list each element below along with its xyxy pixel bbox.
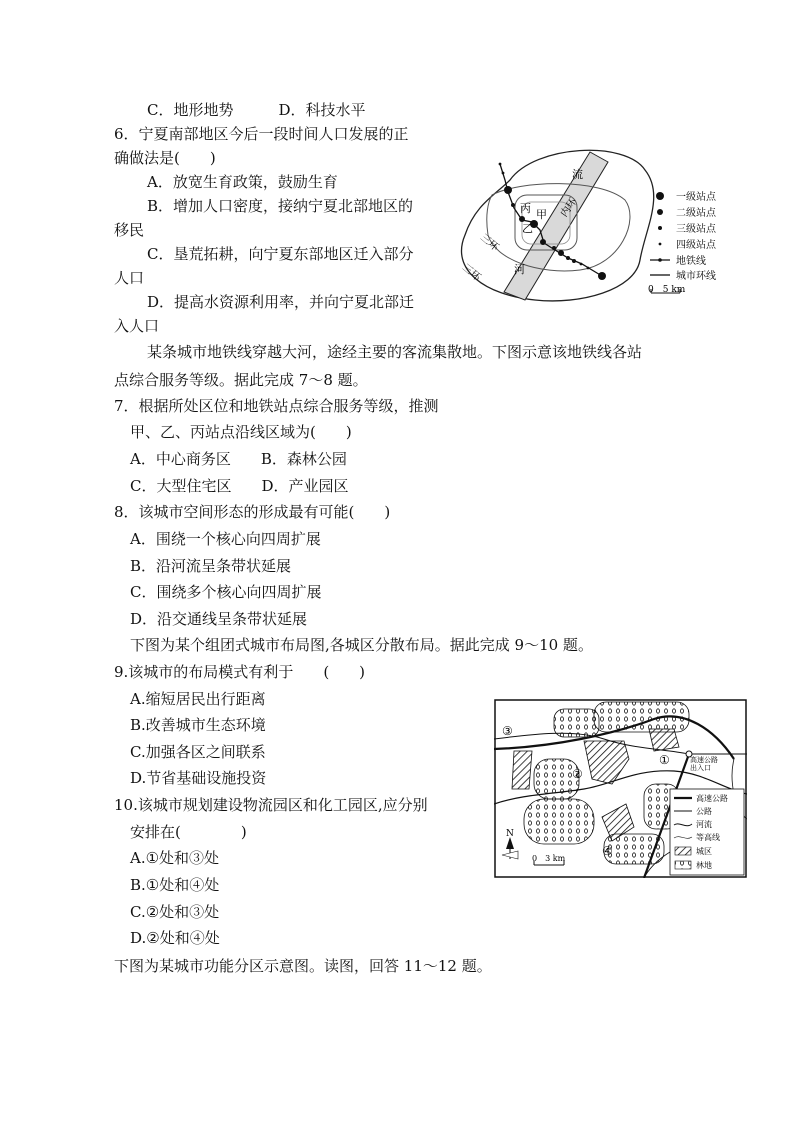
metro-station-map [440, 140, 740, 315]
question-6-option-a: A．放宽生育政策，鼓励生育 [147, 173, 338, 191]
forest-area [524, 799, 594, 844]
legend-level2-marker [657, 209, 663, 215]
question-7-options-cd: C．大型住宅区 D．产业园区 [130, 477, 349, 495]
river-label-liu: 流 [572, 168, 583, 181]
urban-area [512, 751, 532, 789]
river-band [504, 152, 608, 300]
metro-station-level1 [504, 186, 512, 194]
question-9-option-a: A.缩短居民出行距离 [130, 690, 266, 708]
question-6-line1: 6．宁夏南部地区今后一段时间人口发展的正 [114, 125, 409, 143]
legend-forest: 林地 [696, 861, 712, 870]
legend-level1-marker [656, 192, 664, 200]
metro-station-level4 [502, 172, 505, 175]
question-7-line2: 甲、乙、丙站点沿线区域为( ) [130, 423, 352, 441]
legend-level1: 一级站点 [676, 192, 716, 203]
zone-label-1: ① [659, 753, 670, 767]
question-8: 8．该城市空间形态的形成最有可能( ) [114, 503, 391, 521]
question-7-options-ab: A．中心商务区 B．森林公园 [130, 450, 347, 468]
station-label-jia: 甲 [536, 208, 547, 221]
question-8-option-b: B．沿河流呈条带状延展 [130, 557, 292, 575]
zone-label-4: ④ [602, 844, 613, 858]
road-label-third-ring-a: 三环 [477, 232, 501, 254]
question-8-option-c: C．围绕多个核心向四周扩展 [130, 583, 322, 601]
metro-station-level3 [552, 246, 556, 250]
question-9: 9.该城市的布局模式有利于 ( ) [114, 663, 366, 681]
metro-station-level2 [558, 250, 564, 256]
passage-11-12: 下图为某城市功能分区示意图。读图，回答 11～12 题。 [114, 957, 492, 975]
question-10-option-b: B.①处和④处 [130, 876, 220, 894]
question-10-option-a: A.①处和③处 [130, 849, 220, 867]
question-6-option-b-cont: 移民 [114, 221, 145, 239]
legend-ring: 城市环线 [676, 271, 716, 282]
legend-level4: 四级站点 [676, 240, 716, 251]
question-6-option-c: C．垦荒拓耕，向宁夏东部地区迁入部分 [147, 245, 414, 263]
question-9-option-c: C.加强各区之间联系 [130, 743, 266, 761]
metro-station-level3 [511, 203, 515, 207]
question-6-option-c-cont: 人口 [114, 269, 145, 287]
question-7-line1: 7．根据所处区位和地铁站点综合服务等级，推测 [114, 397, 439, 415]
question-9-option-b: B.改善城市生态环境 [130, 716, 266, 734]
question-9-option-d: D.节省基础设施投资 [130, 769, 267, 787]
metro-station-level3 [572, 259, 576, 263]
metro-station-level3 [566, 256, 570, 260]
station-label-yi: 乙 [522, 222, 533, 235]
north-label: N [506, 829, 514, 839]
metro-station-level4 [580, 263, 583, 266]
interchange-label-2: 出入口 [690, 764, 711, 772]
station-label-bing: 丙 [520, 202, 531, 215]
option-c-d-q5: C．地形地势 D．科技水平 [147, 101, 366, 119]
road-label-inner-ring: 内环 [558, 196, 580, 220]
legend-road: 公路 [696, 807, 712, 816]
passage-7-8-line1: 某条城市地铁线穿越大河，途经主要的客流集散地。下图示意该地铁线各站 [147, 343, 643, 361]
question-8-option-d: D．沿交通线呈条带状延展 [130, 610, 308, 628]
question-6-line2: 确做法是( ) [114, 149, 216, 167]
urban-area [649, 729, 679, 751]
river-label-he: 河 [514, 263, 525, 276]
road-label-third-ring-b: 三环 [459, 262, 483, 284]
passage-9-10: 下图为某个组团式城市布局图,各城区分散布局。据此完成 9～10 题。 [130, 636, 593, 654]
legend-contour: 等高线 [696, 833, 720, 842]
metro-station-level1 [598, 272, 606, 280]
legend-level3-marker [658, 226, 662, 230]
zone-label-3: ③ [502, 724, 513, 738]
cluster-city-map [494, 699, 747, 878]
zone-label-2: ② [572, 767, 583, 781]
legend-level3: 三级站点 [676, 224, 716, 235]
question-6-option-d-cont: 入人口 [114, 317, 160, 335]
scale-label: 0 3 km [532, 854, 566, 863]
legend-urban: 城区 [696, 847, 712, 856]
question-10-line2: 安排在( ) [130, 823, 247, 841]
legend-highway: 高速公路 [696, 794, 728, 803]
legend-river: 河流 [696, 820, 712, 829]
question-10-option-c: C.②处和③处 [130, 903, 220, 921]
question-8-option-a: A．围绕一个核心向四周扩展 [130, 530, 321, 548]
passage-7-8-line2: 点综合服务等级。据此完成 7～8 题。 [114, 371, 368, 389]
question-6-option-d: D．提高水资源利用率，并向宁夏北部迁 [147, 293, 415, 311]
metro-station-level2 [540, 239, 546, 245]
question-10-line1: 10.该城市规划建设物流园区和化工园区,应分别 [114, 796, 428, 814]
legend-level4-marker [659, 243, 662, 246]
question-6-option-b: B．增加人口密度，接纳宁夏北部地区的 [147, 197, 414, 215]
interchange-label-1: 高速公路 [690, 756, 718, 764]
scale-label: 0 5 km [648, 285, 686, 295]
metro-station-level4 [499, 163, 502, 166]
legend-level2: 二级站点 [676, 208, 716, 219]
legend-metro: 地铁线 [676, 256, 706, 267]
metro-station-level4 [587, 267, 590, 270]
question-10-option-d: D.②处和④处 [130, 929, 220, 947]
